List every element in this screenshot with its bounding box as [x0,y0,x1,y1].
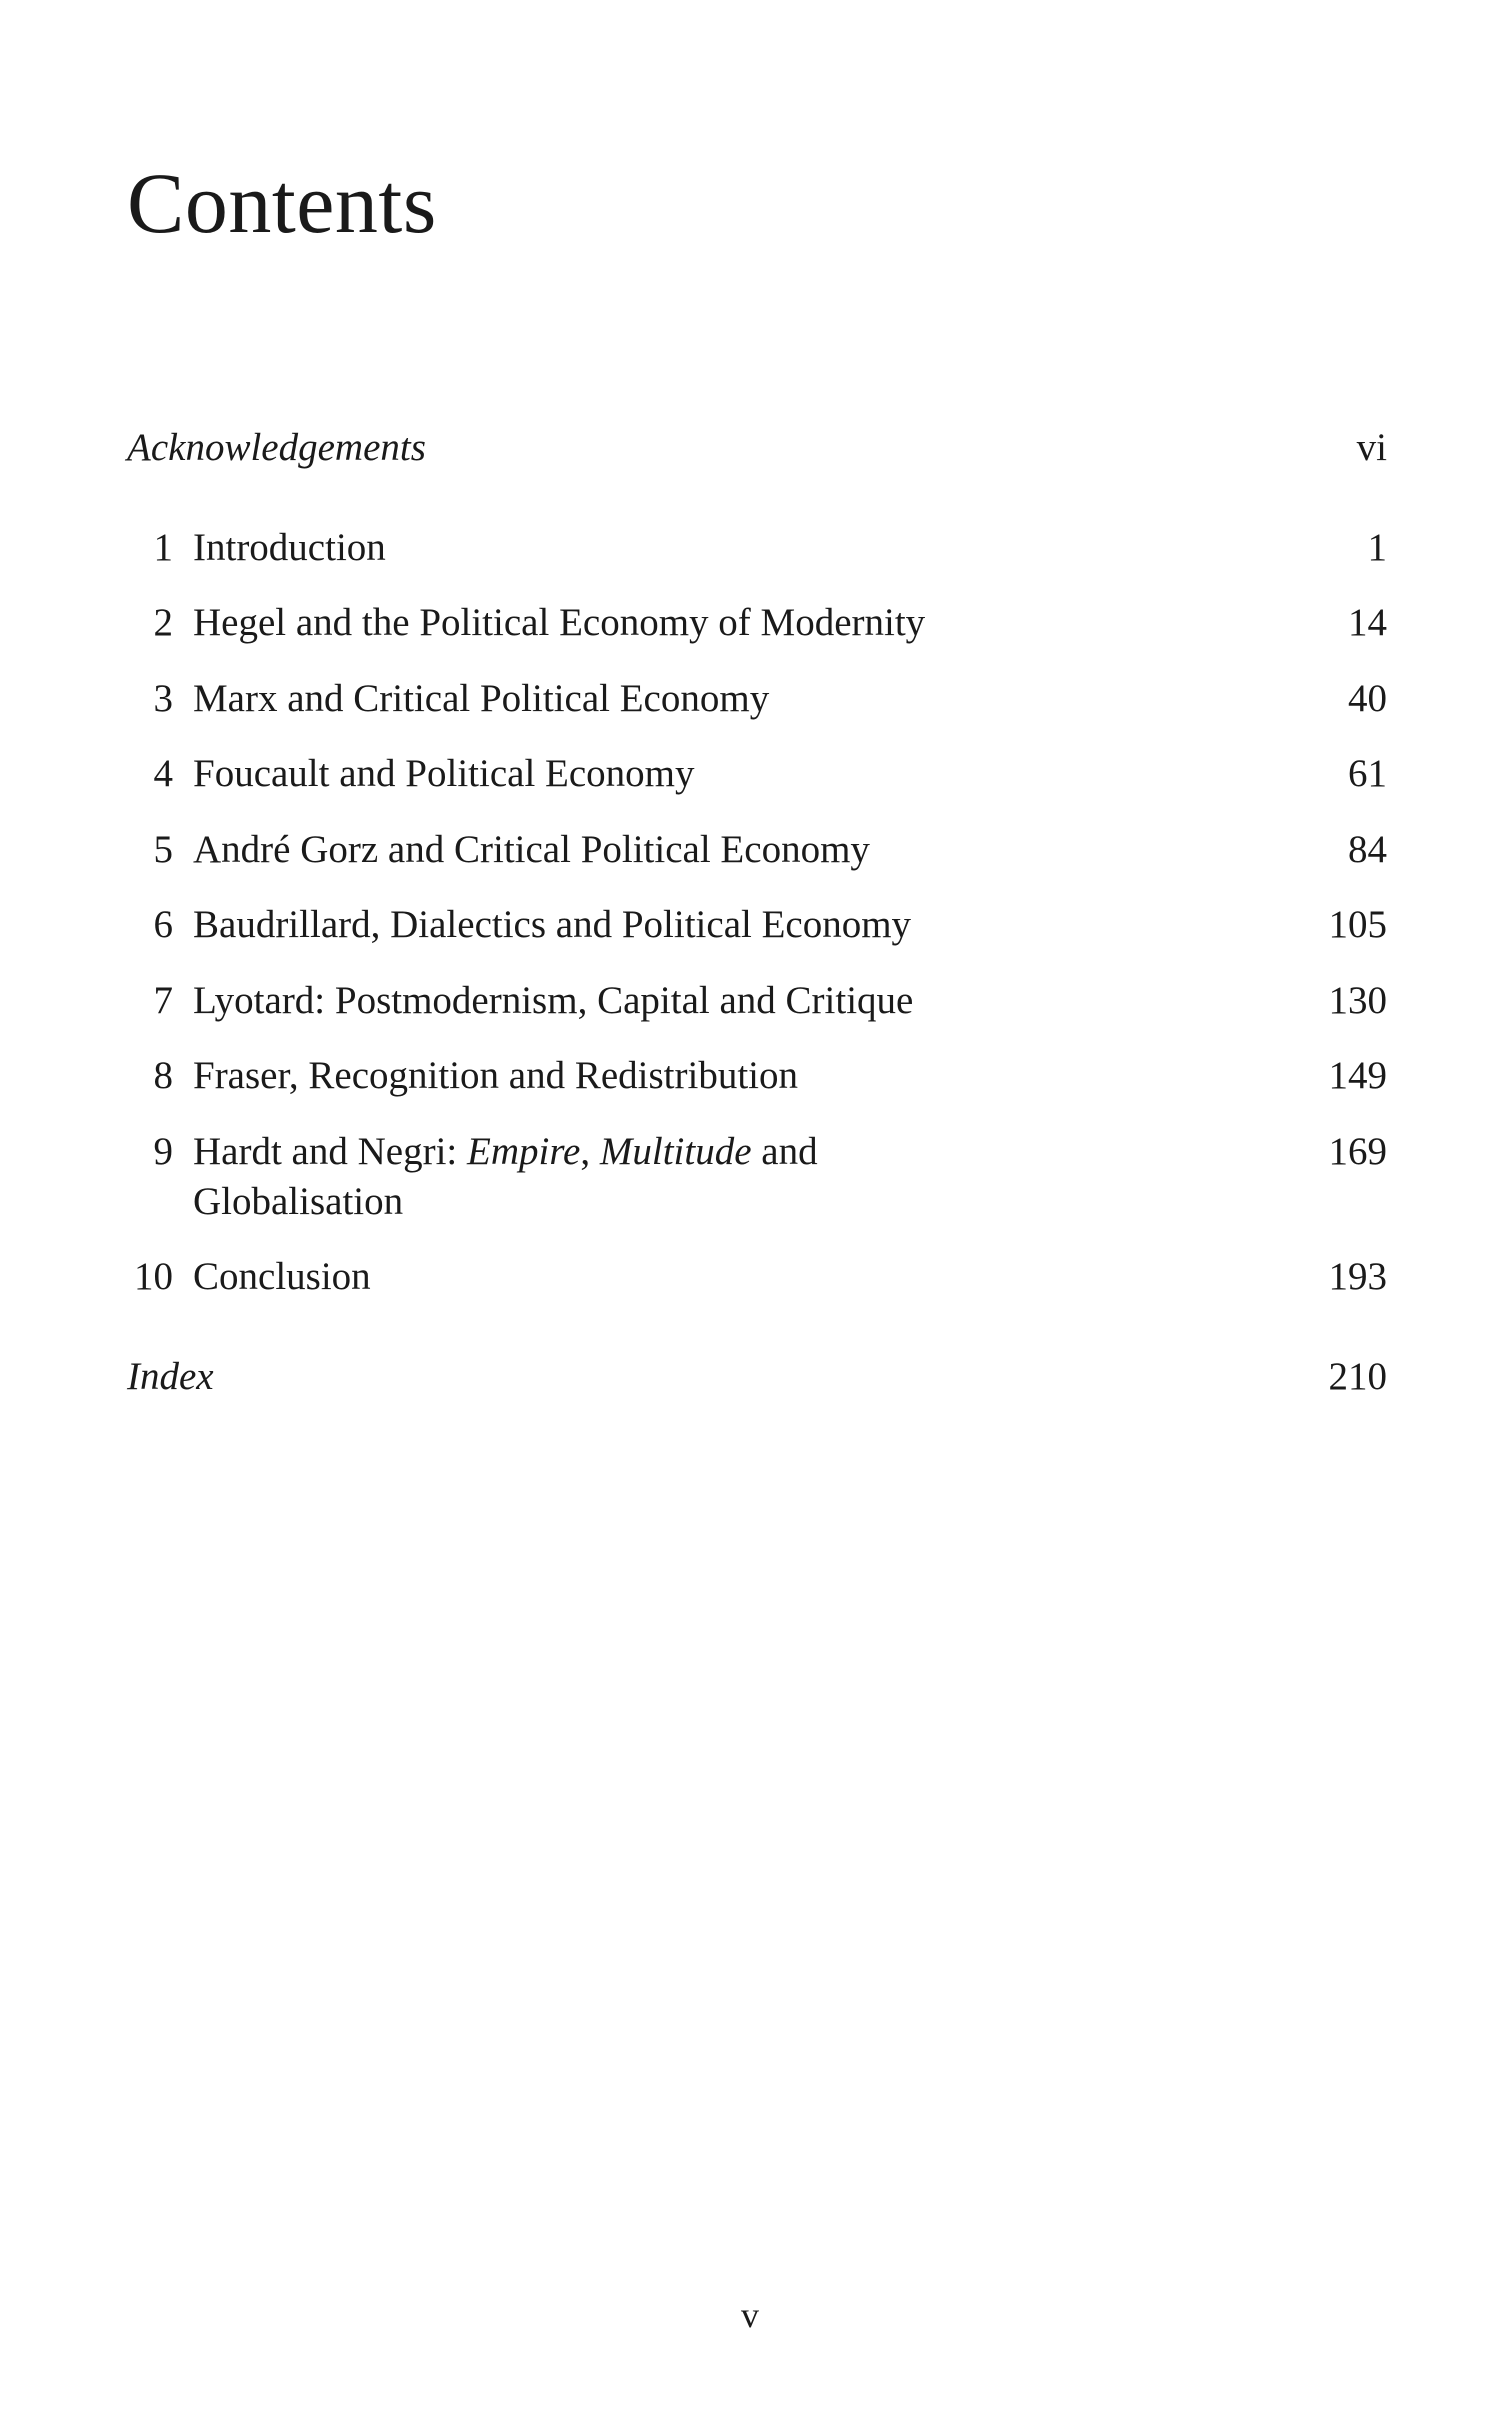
page-number: v [741,2295,759,2335]
toc-title-italic-multitude: Multitude [599,1130,752,1173]
toc-entry-page: 169 [1328,1130,1387,1173]
toc-entry-title: Fraser, Recognition and Redistribution [193,1054,799,1097]
toc-entry-page: vi [1356,426,1387,469]
toc-entry-title: Baudrillard, Dialectics and Political Economy [193,903,912,946]
toc-entry-title: Foucault and Political Economy [193,752,695,795]
toc-title-italic-empire: Empire [467,1130,581,1173]
toc-entry-title [193,1127,1153,1227]
toc-entry-title: Conclusion [193,1255,371,1298]
toc-title-text: and [751,1130,818,1173]
toc-entry-number: 8 [153,1054,173,1097]
toc-entry-page: 40 [1348,677,1387,720]
toc-entry-title: Hegel and the Political Economy of Modernity [193,601,926,644]
toc-entry-title: Marx and Critical Political Economy [193,677,770,720]
toc-entry-number: 1 [153,526,173,569]
toc-entry-page: 1 [1367,526,1387,569]
toc-entry-page: 210 [1328,1355,1387,1398]
toc-entry-number: 10 [134,1255,173,1298]
toc-entry-number: 3 [153,677,173,720]
toc-title-text: Globalisation [193,1180,404,1223]
toc-entry-title: Lyotard: Postmodernism, Capital and Critique [193,979,914,1022]
toc-entry-number: 9 [153,1130,173,1173]
toc-entry-title: Acknowledgements [127,426,426,469]
toc-entry-page: 84 [1348,828,1387,871]
toc-entry-page: 14 [1348,601,1387,644]
toc-entry-page: 149 [1328,1054,1387,1097]
toc-entry-title: Introduction [193,526,386,569]
toc-title-text: , [580,1130,600,1173]
toc-title-text: Hardt and Negri: [193,1130,467,1173]
toc-entry-page: 130 [1328,979,1387,1022]
toc-entry-number: 7 [153,979,173,1022]
toc-entry-title: Index [127,1355,214,1398]
toc-entry-number: 4 [153,752,173,795]
toc-entry-page: 193 [1328,1255,1387,1298]
toc-entry-number: 6 [153,903,173,946]
toc-entry-title: André Gorz and Critical Political Economy [193,828,870,871]
toc-entry-number: 2 [153,601,173,644]
toc-entry-number: 5 [153,828,173,871]
toc-entry-page: 61 [1348,752,1387,795]
page-title: Contents [127,155,437,251]
toc-entry-page: 105 [1328,903,1387,946]
